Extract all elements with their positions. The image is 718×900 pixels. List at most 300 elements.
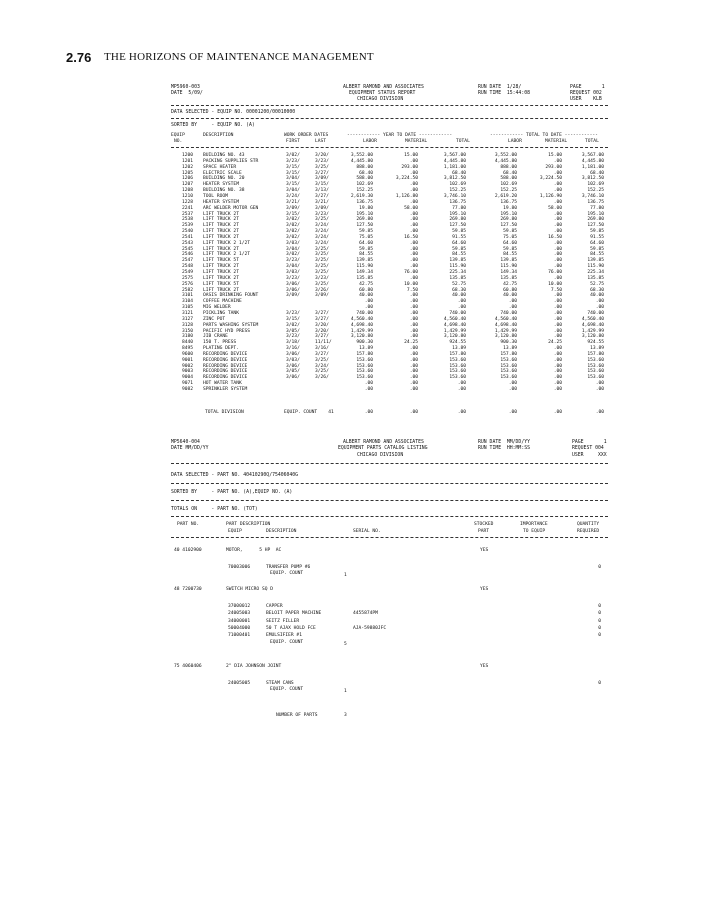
report2-totals-on: TOTALS ON - PART NO. (TOT) bbox=[171, 507, 258, 512]
cell-equip-no: 3128 bbox=[182, 322, 194, 328]
cell-ttd-labor: 4,445.80 bbox=[494, 158, 517, 164]
cell-ytd-labor: 59.85 bbox=[359, 229, 373, 235]
report2-sorted-by: SORTED BY - PART NO. (A),EQUIP NO. (A) bbox=[171, 490, 293, 495]
col-equip: EQUIP bbox=[228, 529, 242, 534]
cell-ttd-material: 58.00 bbox=[548, 205, 562, 211]
report1-division: CHICAGO DIVISION bbox=[357, 97, 404, 102]
cell-description: LIFT TRUCK 2T bbox=[203, 246, 239, 252]
col-year-to-date: ------------ YEAR TO DATE ------------ bbox=[347, 133, 453, 138]
equip-description: STEAM CANS bbox=[266, 681, 294, 686]
cell-ttd-material: .00 bbox=[553, 387, 562, 392]
cell-ttd-total: 52.75 bbox=[590, 281, 604, 287]
cell-ytd-material: .00 bbox=[409, 217, 418, 223]
divider bbox=[171, 500, 608, 501]
cell-ytd-total: 157.80 bbox=[449, 351, 466, 357]
col-required: REQUIRED bbox=[577, 529, 600, 534]
cell-last-date: 3/26/ bbox=[315, 375, 329, 381]
cell-equip-no: 9082 bbox=[182, 387, 194, 392]
cell-equip-no: 2576 bbox=[182, 281, 194, 287]
cell-ytd-total: 127.50 bbox=[449, 223, 466, 229]
cell-ttd-total: 102.69 bbox=[587, 182, 604, 188]
col-labor: LABOR bbox=[363, 139, 377, 144]
equip-description: 50 T AJAX HOLD FCE bbox=[266, 625, 316, 631]
cell-equip-no: 1206 bbox=[182, 176, 194, 182]
cell-equip-no: 9003 bbox=[182, 369, 194, 375]
cell-ytd-labor: .00 bbox=[364, 305, 373, 311]
equip-number: 24005005 bbox=[228, 681, 251, 686]
cell-ytd-total: 1,181.00 bbox=[443, 164, 466, 170]
cell-ttd-total: 64.60 bbox=[590, 240, 604, 246]
cell-last-date: 3/27/ bbox=[315, 351, 329, 357]
cell-description: LIFT TRUCK 2T bbox=[203, 270, 239, 275]
col-first: FIRST bbox=[286, 139, 300, 144]
cell-first-date: 3/06/ bbox=[286, 281, 300, 287]
cell-last-date: 11/11/ bbox=[315, 340, 332, 346]
cell-ttd-labor: 153.60 bbox=[500, 369, 517, 375]
cell-equip-no: 9002 bbox=[182, 363, 194, 369]
cell-first-date: 3/09/ bbox=[286, 205, 300, 211]
cell-ytd-total: 4,445.80 bbox=[443, 158, 466, 164]
cell-description: OASIS DRINKING FOUNT bbox=[203, 293, 259, 299]
equip-count: 5 bbox=[344, 641, 347, 647]
cell-first-date: 3/04/ bbox=[286, 264, 300, 270]
cell-ytd-total: 68.40 bbox=[452, 170, 466, 176]
col-description: DESCRIPTION bbox=[203, 133, 234, 138]
cell-equip-no: 1200 bbox=[182, 153, 194, 158]
col-material: MATERIAL bbox=[405, 139, 428, 144]
cell-last-date: 3/27/ bbox=[315, 170, 329, 176]
cell-ttd-total: 1,429.99 bbox=[581, 328, 604, 334]
cell-last-date: 3/25/ bbox=[315, 164, 329, 170]
cell-ttd-material: .00 bbox=[553, 299, 562, 305]
cell-first-date: 3/02/ bbox=[286, 234, 300, 240]
cell-last-date: 3/27/ bbox=[315, 310, 329, 316]
cell-ytd-material: .00 bbox=[409, 275, 418, 281]
cell-ttd-labor: 4,560.40 bbox=[494, 316, 517, 322]
cell-first-date: 3/23/ bbox=[286, 275, 300, 281]
cell-ytd-labor: 588.00 bbox=[356, 176, 373, 182]
cell-first-date: 3/06/ bbox=[286, 363, 300, 369]
cell-first-date: 3/21/ bbox=[286, 199, 300, 205]
cell-first-date: 3/24/ bbox=[286, 193, 300, 199]
cell-last-date: 3/25/ bbox=[315, 252, 329, 258]
cell-ttd-material: .00 bbox=[553, 381, 562, 387]
cell-description: LIFT TRUCK 2T bbox=[203, 211, 239, 217]
cell-first-date: 3/23/ bbox=[286, 310, 300, 316]
cell-first-date: 3/15/ bbox=[286, 211, 300, 217]
divider bbox=[171, 463, 608, 464]
part-description: 2" DIA JOHNSON JOINT bbox=[226, 664, 282, 669]
cell-equip-no: 2537 bbox=[182, 211, 194, 217]
cell-ytd-material: .00 bbox=[409, 158, 418, 164]
cell-ttd-labor: 888.00 bbox=[500, 164, 517, 170]
col-equip: EQUIP bbox=[171, 133, 185, 138]
cell-first-date: 3/15/ bbox=[286, 316, 300, 322]
cell-ttd-total: 153.60 bbox=[587, 363, 604, 369]
cell-ytd-total: 269.80 bbox=[449, 217, 466, 223]
cell-equip-no: 3121 bbox=[182, 310, 194, 316]
cell-ttd-labor: 64.60 bbox=[503, 240, 517, 246]
cell-ttd-labor: 153.60 bbox=[500, 363, 517, 369]
cell-ttd-total: 195.10 bbox=[587, 211, 604, 217]
col-serial-no: SERIAL NO. bbox=[353, 529, 381, 534]
cell-ytd-total: 59.85 bbox=[452, 246, 466, 252]
cell-ytd-material: 16.50 bbox=[404, 234, 418, 240]
cell-ytd-material: .00 bbox=[409, 188, 418, 194]
cell-ttd-material: 10.00 bbox=[548, 281, 562, 287]
quantity-required: 0 bbox=[598, 565, 601, 570]
cell-ttd-labor: 153.60 bbox=[500, 375, 517, 381]
cell-last-date: 3/25/ bbox=[315, 357, 329, 363]
cell-first-date: 3/04/ bbox=[286, 176, 300, 182]
divider bbox=[171, 516, 608, 517]
cell-ttd-labor: 60.80 bbox=[503, 287, 517, 293]
cell-first-date: 3/23/ bbox=[286, 158, 300, 164]
cell-ytd-total: .00 bbox=[457, 299, 466, 305]
report1-program: MP5960-003 bbox=[171, 85, 200, 90]
cell-ttd-total: 269.80 bbox=[587, 217, 604, 223]
cell-ytd-labor: 149.34 bbox=[356, 270, 373, 275]
cell-ttd-material: 15.00 bbox=[548, 153, 562, 158]
cell-ttd-material: .00 bbox=[553, 357, 562, 363]
cell-ytd-material: 58.00 bbox=[404, 205, 418, 211]
cell-equip-no: 1210 bbox=[182, 193, 194, 199]
cell-ytd-material: .00 bbox=[409, 357, 418, 363]
cell-ytd-labor: .00 bbox=[364, 299, 373, 305]
cell-ytd-material: .00 bbox=[409, 264, 418, 270]
table-row bbox=[0, 387, 718, 393]
equip-description: BELOIT PAPER MACHINE bbox=[266, 611, 322, 617]
cell-ytd-material: 76.00 bbox=[404, 270, 418, 275]
cell-ytd-labor: 2,619.30 bbox=[350, 193, 373, 199]
cell-ytd-total: 59.85 bbox=[452, 229, 466, 235]
cell-ttd-labor: 115.90 bbox=[500, 264, 517, 270]
col-part-description: PART DESCRIPTION bbox=[226, 522, 271, 527]
cell-description: HOT WATER TANK bbox=[203, 381, 242, 387]
report1-request: REQUEST 002 bbox=[570, 91, 602, 96]
cell-first-date: 3/15/ bbox=[286, 170, 300, 176]
cell-description: LIFT TRUCK 2 1/2T bbox=[203, 240, 251, 246]
report2-user: USER XXX bbox=[572, 453, 607, 458]
cell-ytd-labor: 136.75 bbox=[356, 199, 373, 205]
cell-description: BUILDING NO. 38 bbox=[203, 188, 245, 194]
cell-ytd-labor: 153.60 bbox=[356, 369, 373, 375]
report2-run-time: RUN TIME HH:MM:SS bbox=[478, 446, 530, 451]
part-number: 75 4060406 bbox=[174, 664, 202, 669]
cell-ttd-labor: 3,120.80 bbox=[494, 334, 517, 340]
cell-description: RECORDING DEVICE bbox=[203, 357, 248, 363]
cell-first-date: 3/02/ bbox=[286, 217, 300, 223]
cell-ytd-total: 1,429.99 bbox=[443, 328, 466, 334]
cell-ytd-material: .00 bbox=[409, 322, 418, 328]
cell-ttd-labor: 75.05 bbox=[503, 234, 517, 240]
cell-description: LIFT TRUCK 2T bbox=[203, 275, 239, 281]
cell-equip-no: 2539 bbox=[182, 223, 194, 229]
cell-ytd-material: .00 bbox=[409, 351, 418, 357]
cell-description: PARTS WASHING SYSTEM bbox=[203, 322, 259, 328]
cell-ytd-material: .00 bbox=[409, 346, 418, 352]
cell-ttd-material: 76.00 bbox=[548, 270, 562, 275]
cell-description: LIFT TRUCK 5T bbox=[203, 258, 239, 264]
divider bbox=[171, 105, 608, 106]
equip-description: TRANSFER PUMP #6 bbox=[266, 565, 311, 570]
cell-ttd-labor: 157.80 bbox=[500, 351, 517, 357]
cell-ytd-labor: 84.55 bbox=[359, 252, 373, 258]
report2-request: REQUEST 004 bbox=[572, 446, 604, 451]
equip-number: 50004000 bbox=[228, 625, 251, 631]
cell-equip-no: 8440 bbox=[182, 340, 194, 346]
cell-first-date: 3/04/ bbox=[286, 246, 300, 252]
cell-ytd-total: .00 bbox=[457, 381, 466, 387]
part-description: MOTOR, 5 HP AC bbox=[226, 548, 282, 553]
cell-ytd-total: 77.80 bbox=[452, 205, 466, 211]
page-header-title: THE HORIZONS OF MAINTENANCE MANAGEMENT bbox=[104, 51, 374, 63]
cell-ytd-total: 152.25 bbox=[449, 188, 466, 194]
cell-ytd-labor: 135.85 bbox=[356, 275, 373, 281]
cell-description: TOOL ROOM bbox=[203, 193, 228, 199]
cell-ytd-total: 740.00 bbox=[449, 310, 466, 316]
serial-number: 4455874PM bbox=[353, 611, 378, 617]
cell-first-date: 3/23/ bbox=[286, 334, 300, 340]
cell-last-date: 3/27/ bbox=[315, 316, 329, 322]
cell-ytd-labor: 115.90 bbox=[356, 264, 373, 270]
cell-ttd-total: 3,746.10 bbox=[581, 193, 604, 199]
cell-description: LIFT TRUCK 2T bbox=[203, 264, 239, 270]
cell-ytd-total: 84.55 bbox=[452, 252, 466, 258]
stocked-flag: YES bbox=[480, 587, 489, 592]
cell-ttd-labor: 269.80 bbox=[500, 217, 517, 223]
cell-ttd-labor: 84.55 bbox=[503, 252, 517, 258]
col-last: LAST bbox=[315, 139, 327, 144]
cell-ttd-total: 84.55 bbox=[590, 252, 604, 258]
cell-ytd-material: 1,126.80 bbox=[395, 193, 418, 199]
equip-count-label: EQUIP. COUNT bbox=[270, 571, 304, 577]
cell-ytd-material: .00 bbox=[409, 199, 418, 205]
cell-equip-no: 1205 bbox=[182, 170, 194, 176]
cell-equip-no: 3105 bbox=[182, 305, 194, 311]
equip-number: 70003006 bbox=[228, 565, 251, 570]
cell-ytd-labor: 195.10 bbox=[356, 211, 373, 217]
cell-total: .00 bbox=[553, 410, 562, 415]
cell-ttd-total: 3,120.80 bbox=[581, 334, 604, 340]
quantity-required: 0 bbox=[598, 681, 601, 686]
report2-program: MP5640-004 bbox=[171, 440, 200, 445]
cell-first-date: 3/15/ bbox=[286, 164, 300, 170]
cell-ytd-total: 4,560.40 bbox=[443, 316, 466, 322]
cell-ytd-material: .00 bbox=[409, 369, 418, 375]
cell-ttd-material: .00 bbox=[553, 211, 562, 217]
cell-last-date: 3/23/ bbox=[315, 211, 329, 217]
cell-ytd-total: 115.90 bbox=[449, 264, 466, 270]
cell-ytd-labor: 4,560.40 bbox=[350, 316, 373, 322]
cell-ytd-total: 153.60 bbox=[449, 369, 466, 375]
col-material2: MATERIAL bbox=[545, 139, 568, 144]
cell-description: PACIFIC HYD PRESS bbox=[203, 328, 251, 334]
cell-last-date: 3/25/ bbox=[315, 246, 329, 252]
cell-ytd-labor: 42.75 bbox=[359, 281, 373, 287]
cell-ytd-total: 153.60 bbox=[449, 357, 466, 363]
cell-ttd-total: 4,560.40 bbox=[581, 316, 604, 322]
equip-number: 37000012 bbox=[228, 604, 251, 609]
cell-ttd-total: 59.85 bbox=[590, 246, 604, 252]
cell-ytd-labor: 4,698.40 bbox=[350, 322, 373, 328]
cell-ytd-labor: 153.60 bbox=[356, 357, 373, 363]
cell-total: .00 bbox=[595, 410, 604, 415]
cell-ttd-total: 153.60 bbox=[587, 357, 604, 363]
cell-description: LIFT TRUCK 2 1/2T bbox=[203, 252, 251, 258]
part-description: SWITCH MICRO SQ D bbox=[226, 587, 274, 592]
cell-equip-no: 1207 bbox=[182, 182, 194, 188]
cell-ttd-labor: 152.25 bbox=[500, 188, 517, 194]
cell-ttd-material: .00 bbox=[553, 229, 562, 235]
cell-ytd-total: .00 bbox=[457, 387, 466, 392]
cell-ttd-material: 293.00 bbox=[545, 164, 562, 170]
cell-ytd-total: 3,812.50 bbox=[443, 176, 466, 182]
cell-ytd-material: 24.25 bbox=[404, 340, 418, 346]
cell-ytd-material: 7.50 bbox=[406, 287, 418, 293]
report1-run-date: RUN DATE 1/28/ bbox=[478, 85, 522, 90]
quantity-required: 0 bbox=[598, 625, 601, 631]
cell-ttd-labor: 42.75 bbox=[503, 281, 517, 287]
cell-ttd-labor: 139.85 bbox=[500, 258, 517, 264]
cell-ytd-material: .00 bbox=[409, 299, 418, 305]
cell-ytd-material: 293.00 bbox=[401, 164, 418, 170]
col-work-order-dates: WORK ORDER DATES bbox=[284, 133, 329, 138]
cell-description: HEATER SYSTEM bbox=[203, 182, 239, 188]
cell-first-date: 3/23/ bbox=[286, 258, 300, 264]
cell-ttd-labor: 68.40 bbox=[503, 170, 517, 176]
divider bbox=[171, 537, 608, 538]
cell-first-date: 3/02/ bbox=[286, 229, 300, 235]
cell-description: ZINC POT bbox=[203, 316, 226, 322]
report1-total-division: TOTAL DIVISION bbox=[205, 410, 244, 415]
cell-ytd-material: .00 bbox=[409, 363, 418, 369]
cell-ttd-material: .00 bbox=[553, 258, 562, 264]
report2-number-of-parts-label: NUMBER OF PARTS bbox=[276, 713, 318, 718]
cell-total: .00 bbox=[457, 410, 466, 415]
cell-last-date: 3/24/ bbox=[315, 363, 329, 369]
cell-ttd-material: .00 bbox=[553, 346, 562, 352]
cell-ttd-labor: 588.00 bbox=[500, 176, 517, 182]
cell-ttd-total: 3,812.50 bbox=[581, 176, 604, 182]
cell-ytd-material: 15.00 bbox=[404, 153, 418, 158]
cell-description: LIFT TRUCK 2T bbox=[203, 234, 239, 240]
cell-ttd-total: 740.00 bbox=[587, 310, 604, 316]
cell-ytd-labor: 40.00 bbox=[359, 293, 373, 299]
report1-date: DATE 5/09/ bbox=[171, 91, 203, 96]
cell-ttd-material: 16.50 bbox=[548, 234, 562, 240]
cell-equip-no: 2547 bbox=[182, 258, 194, 264]
cell-ytd-total: 153.60 bbox=[449, 363, 466, 369]
cell-equip-no: 1201 bbox=[182, 158, 194, 164]
cell-ttd-labor: .00 bbox=[508, 299, 517, 305]
cell-first-date: 3/05/ bbox=[286, 328, 300, 334]
cell-ytd-total: 52.75 bbox=[452, 281, 466, 287]
cell-description: ARC WELDER MOTOR GEN bbox=[203, 205, 259, 211]
cell-first-date: 3/03/ bbox=[286, 357, 300, 363]
cell-equip-no: 2543 bbox=[182, 240, 194, 246]
cell-description: ELECTRIC SCALE bbox=[203, 170, 242, 176]
cell-ytd-labor: 19.80 bbox=[359, 205, 373, 211]
cell-ytd-total: 139.85 bbox=[449, 258, 466, 264]
cell-first-date: 3/16/ bbox=[286, 346, 300, 352]
cell-total: .00 bbox=[508, 410, 517, 415]
cell-ttd-labor: 127.50 bbox=[500, 223, 517, 229]
cell-description: BUILDING NO. 20 bbox=[203, 176, 245, 182]
cell-last-date: 3/25/ bbox=[315, 270, 329, 275]
cell-ttd-labor: .00 bbox=[508, 381, 517, 387]
cell-ttd-total: 91.55 bbox=[590, 234, 604, 240]
cell-ytd-total: 91.55 bbox=[452, 234, 466, 240]
cell-ytd-labor: 60.80 bbox=[359, 287, 373, 293]
cell-last-date: 3/25/ bbox=[315, 258, 329, 264]
cell-first-date: 3/18/ bbox=[286, 340, 300, 346]
report2-title: EQUIPMENT PARTS CATALOG LISTING bbox=[338, 446, 428, 451]
cell-ytd-material: .00 bbox=[409, 211, 418, 217]
cell-last-date: 3/25/ bbox=[315, 281, 329, 287]
cell-description: LIFT TRUCK 2T bbox=[203, 217, 239, 223]
report2-page: PAGE 1 bbox=[572, 440, 607, 445]
cell-description: PICKLING TANK bbox=[203, 310, 239, 316]
cell-first-date: 3/15/ bbox=[286, 182, 300, 188]
cell-last-date: 3/23/ bbox=[315, 158, 329, 164]
cell-equip-no: 3150 bbox=[182, 328, 194, 334]
cell-ytd-total: 102.69 bbox=[449, 182, 466, 188]
cell-ttd-total: 4,445.80 bbox=[581, 158, 604, 164]
cell-ttd-total: 153.60 bbox=[587, 369, 604, 375]
cell-ttd-labor: 59.85 bbox=[503, 246, 517, 252]
cell-ttd-labor: 195.10 bbox=[500, 211, 517, 217]
cell-ytd-material: .00 bbox=[409, 310, 418, 316]
cell-last-date: 3/27/ bbox=[315, 193, 329, 199]
cell-ytd-material: 3,224.50 bbox=[395, 176, 418, 182]
cell-description: RECORDING DEVICE bbox=[203, 369, 248, 375]
divider bbox=[171, 147, 608, 148]
cell-first-date: 3/03/ bbox=[286, 270, 300, 275]
cell-description: MIG WELDER bbox=[203, 305, 231, 311]
cell-ttd-material: .00 bbox=[553, 310, 562, 316]
cell-description: RECORDING DEVICE bbox=[203, 375, 248, 381]
cell-ttd-material: .00 bbox=[553, 182, 562, 188]
cell-ttd-labor: 1,429.99 bbox=[494, 328, 517, 334]
cell-equip-no: 3127 bbox=[182, 316, 194, 322]
cell-ytd-material: .00 bbox=[409, 223, 418, 229]
cell-ttd-total: 136.75 bbox=[587, 199, 604, 205]
cell-ttd-material: .00 bbox=[553, 158, 562, 164]
cell-ttd-total: 3,567.00 bbox=[581, 153, 604, 158]
cell-ttd-material: .00 bbox=[553, 328, 562, 334]
cell-description: JIB CRANE bbox=[203, 334, 228, 340]
cell-total: .00 bbox=[364, 410, 373, 415]
cell-ytd-labor: 900.30 bbox=[356, 340, 373, 346]
stocked-flag: YES bbox=[480, 548, 489, 553]
cell-equip-no: 2546 bbox=[182, 252, 194, 258]
cell-ytd-labor: 153.60 bbox=[356, 375, 373, 381]
cell-ttd-labor: .00 bbox=[508, 387, 517, 392]
cell-ttd-total: 157.80 bbox=[587, 351, 604, 357]
cell-ttd-total: 59.85 bbox=[590, 229, 604, 235]
cell-first-date: 3/02/ bbox=[286, 223, 300, 229]
cell-ytd-total: 924.55 bbox=[449, 340, 466, 346]
cell-first-date: 3/03/ bbox=[286, 240, 300, 246]
cell-ytd-total: 3,120.80 bbox=[443, 334, 466, 340]
cell-description: LIFT TRUCK 2T bbox=[203, 229, 239, 235]
cell-equip-no: 9004 bbox=[182, 375, 194, 381]
cell-ttd-labor: 59.85 bbox=[503, 229, 517, 235]
cell-ttd-material: .00 bbox=[553, 351, 562, 357]
cell-ttd-total: 225.34 bbox=[587, 270, 604, 275]
cell-description: 150 T. PRESS bbox=[203, 340, 237, 346]
